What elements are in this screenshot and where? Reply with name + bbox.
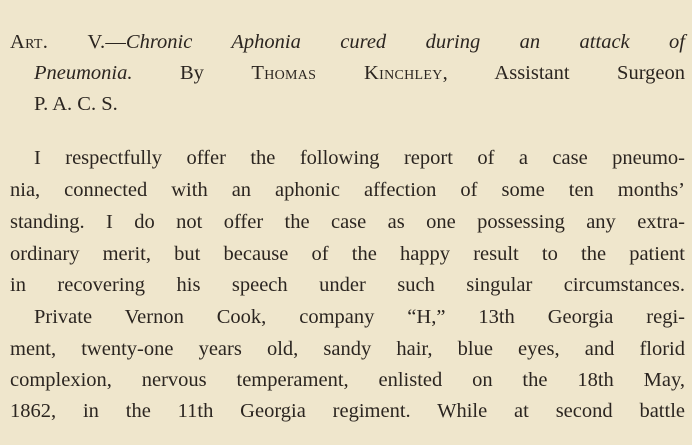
- body-line-4: ordinary merit, but because of the happy result to the patient: [10, 243, 685, 265]
- body-line-1: I respectfully offer the following report of a case pneumo-: [34, 147, 685, 169]
- body-line-2: nia, connected with an aphonic affection of some ten months’: [10, 179, 685, 201]
- author-affiliation: P. A. C. S.: [34, 93, 118, 115]
- article-heading-line-1: [10, 29, 685, 55]
- author-role: Assistant Surgeon: [494, 62, 686, 84]
- body-line-6: Private Vernon Cook, company “H,” 13th Georgia regi-: [34, 306, 685, 328]
- heading-dash: —: [105, 31, 126, 53]
- article-title-line-2: Pneumonia.: [34, 62, 133, 84]
- body-line-9: 1862, in the 11th Georgia regiment. While at second battle: [10, 400, 685, 422]
- body-line-7: ment, twenty-one years old, sandy hair, blue eyes, and florid: [10, 338, 685, 360]
- article-title-line-1: Chronic Aphonia cured during an attack of: [125, 31, 685, 53]
- author-name: Thomas Kinchley,: [251, 62, 449, 84]
- article-label: Art. V.: [10, 31, 106, 53]
- article-heading-line-3: [10, 91, 685, 117]
- body-line-5: in recovering his speech under such singular circumstances.: [10, 274, 685, 296]
- byline-by: By: [179, 62, 204, 84]
- body-line-3: standing. I do not offer the case as one possessing any extra-: [10, 211, 685, 233]
- article-heading-line-2: [10, 60, 685, 86]
- body-line-8: complexion, nervous temperament, enlisted on the 18th May,: [10, 369, 685, 391]
